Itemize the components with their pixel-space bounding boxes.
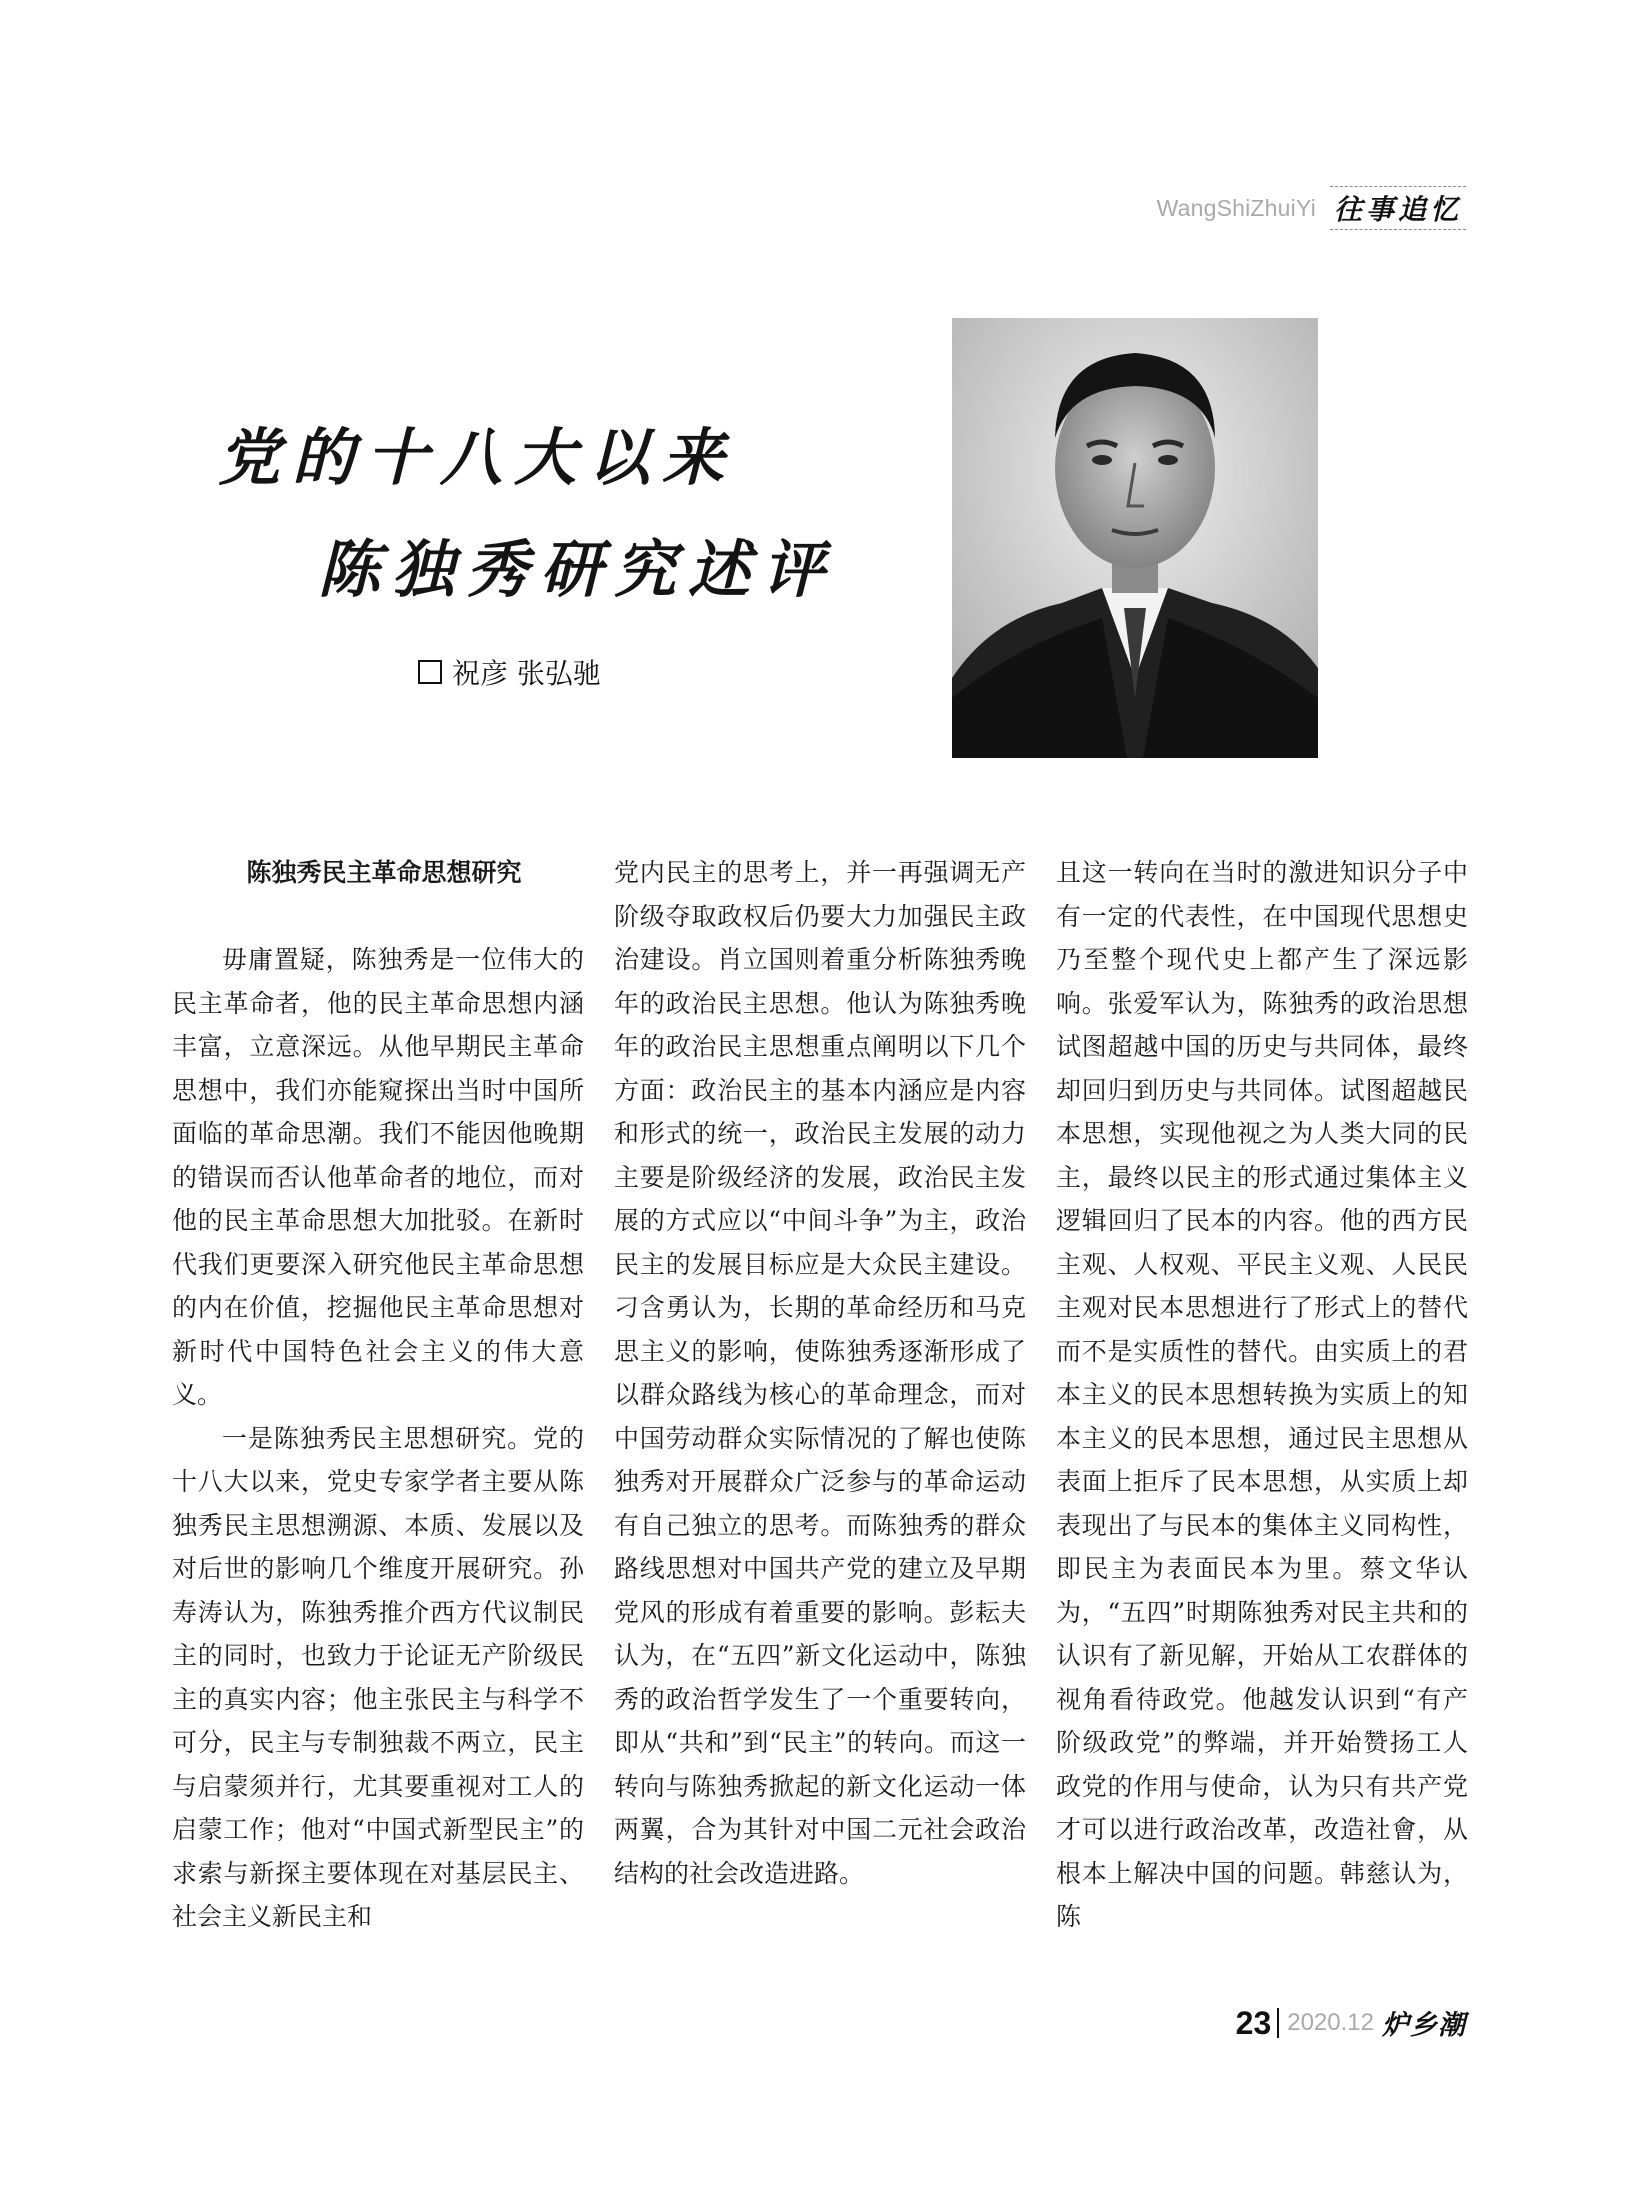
page-footer [1236, 2003, 1466, 2042]
issue-date: 2020.12 [1287, 2008, 1374, 2036]
magazine-logo: 炉乡潮 [1382, 2010, 1466, 2041]
byline [418, 652, 601, 692]
text-column-2 [614, 851, 1026, 1895]
column-name: 往事追忆 [1330, 186, 1466, 230]
portrait-icon [952, 318, 1318, 758]
text-column-1 [172, 851, 584, 1939]
article-title-line-1: 党的十八大以来 [218, 421, 737, 494]
column-pinyin: WangShiZhuiYi [1156, 194, 1316, 221]
article-title-line-2: 陈独秀研究述评 [318, 533, 837, 606]
text-column-3 [1056, 851, 1468, 1939]
byline-box-icon [418, 660, 442, 684]
portrait-photo [952, 318, 1318, 758]
author-names: 祝彦 张弘驰 [452, 657, 601, 690]
paragraph: 毋庸置疑，陈独秀是一位伟大的民主革命者，他的民主革命思想内涵丰富，立意深远。从他早期民主革命思想中，我们亦能窥探出当时中国所面临的革命思潮。我们不能因他晚期的错误而否认他革命者的地位，而对他的民主革命思想大加批驳。在新时代我们更要深入研究他民主革命思想的内在价值，挖掘他民主革命思想对新时代中国特色社会主义的伟大意义。 [172, 945, 584, 1409]
paragraph: 党内民主的思考上，并一再强调无产阶级夺取政权后仍要大力加强民主政治建设。肖立国则着重分析陈独秀晚年的政治民主思想。他认为陈独秀晚年的政治民主思想重点阐明以下几个方面：政治民主的基本内涵应是内容和形式的统一，政治民主发展的动力主要是阶级经济的发展，政治民主发展的方式应以“中间斗争”为主，政治民主的发展目标应是大众民主建设。刁含勇认为，长期的革命经历和马克思主义的影响，使陈独秀逐渐形成了以群众路线为核心的革命理念，而对中国劳动群众实际情况的了解也使陈独秀对开展群众广泛参与的革命运动有自己独立的思考。而陈独秀的群众路线思想对中国共产党的建立及早期党风的形成有着重要的影响。彭耘夫认为，在“五四”新文化运动中，陈独秀的政治哲学发生了一个重要转向，即从“共和”到“民主”的转向。而这一转向与陈独秀掀起的新文化运动一体两翼，合为其针对中国二元社会政治结构的社会改造进路。 [614, 858, 1026, 1888]
section-subheading: 陈独秀民主革命思想研究 [246, 858, 522, 887]
paragraph: 且这一转向在当时的激进知识分子中有一定的代表性，在中国现代思想史乃至整个现代史上都产生了深远影响。张爱军认为，陈独秀的政治思想试图超越中国的历史与共同体，最终却回归到历史与共同体。试图超越民本思想，实现他视之为人类大同的民主，最终以民主的形式通过集体主义逻辑回归了民本的内容。他的西方民主观、人权观、平民主义观、人民民主观对民本思想进行了形式上的替代而不是实质性的替代。由实质上的君本主义的民本思想转换为实质上的知本主义的民本思想，通过民主思想从表面上拒斥了民本思想，从实质上却表现出了与民本的集体主义同构性，即民主为表面民本为里。蔡文华认为，“五四”时期陈独秀对民主共和的认识有了新见解，开始从工农群体的视角看待政党。他越发认识到“有产阶级政党”的弊端，并开始赞扬工人政党的作用与使命，认为只有共产党才可以进行政治改革，改造社會，从根本上解决中国的问题。韩慈认为，陈 [1056, 858, 1468, 1931]
column-header [1157, 186, 1466, 230]
paragraph: 一是陈独秀民主思想研究。党的十八大以来，党史专家学者主要从陈独秀民主思想溯源、本质、发展以及对后世的影响几个维度开展研究。孙寿涛认为，陈独秀推介西方代议制民主的同时，也致力于论证无产阶级民主的真实内容；他主张民主与科学不可分，民主与专制独裁不两立，民主与启蒙须并行，尤其要重视对工人的启蒙工作；他对“中国式新型民主”的求索与新探主要体现在对基层民主、社会主义新民主和 [172, 1423, 584, 1931]
page-number: 23 [1236, 2008, 1280, 2038]
